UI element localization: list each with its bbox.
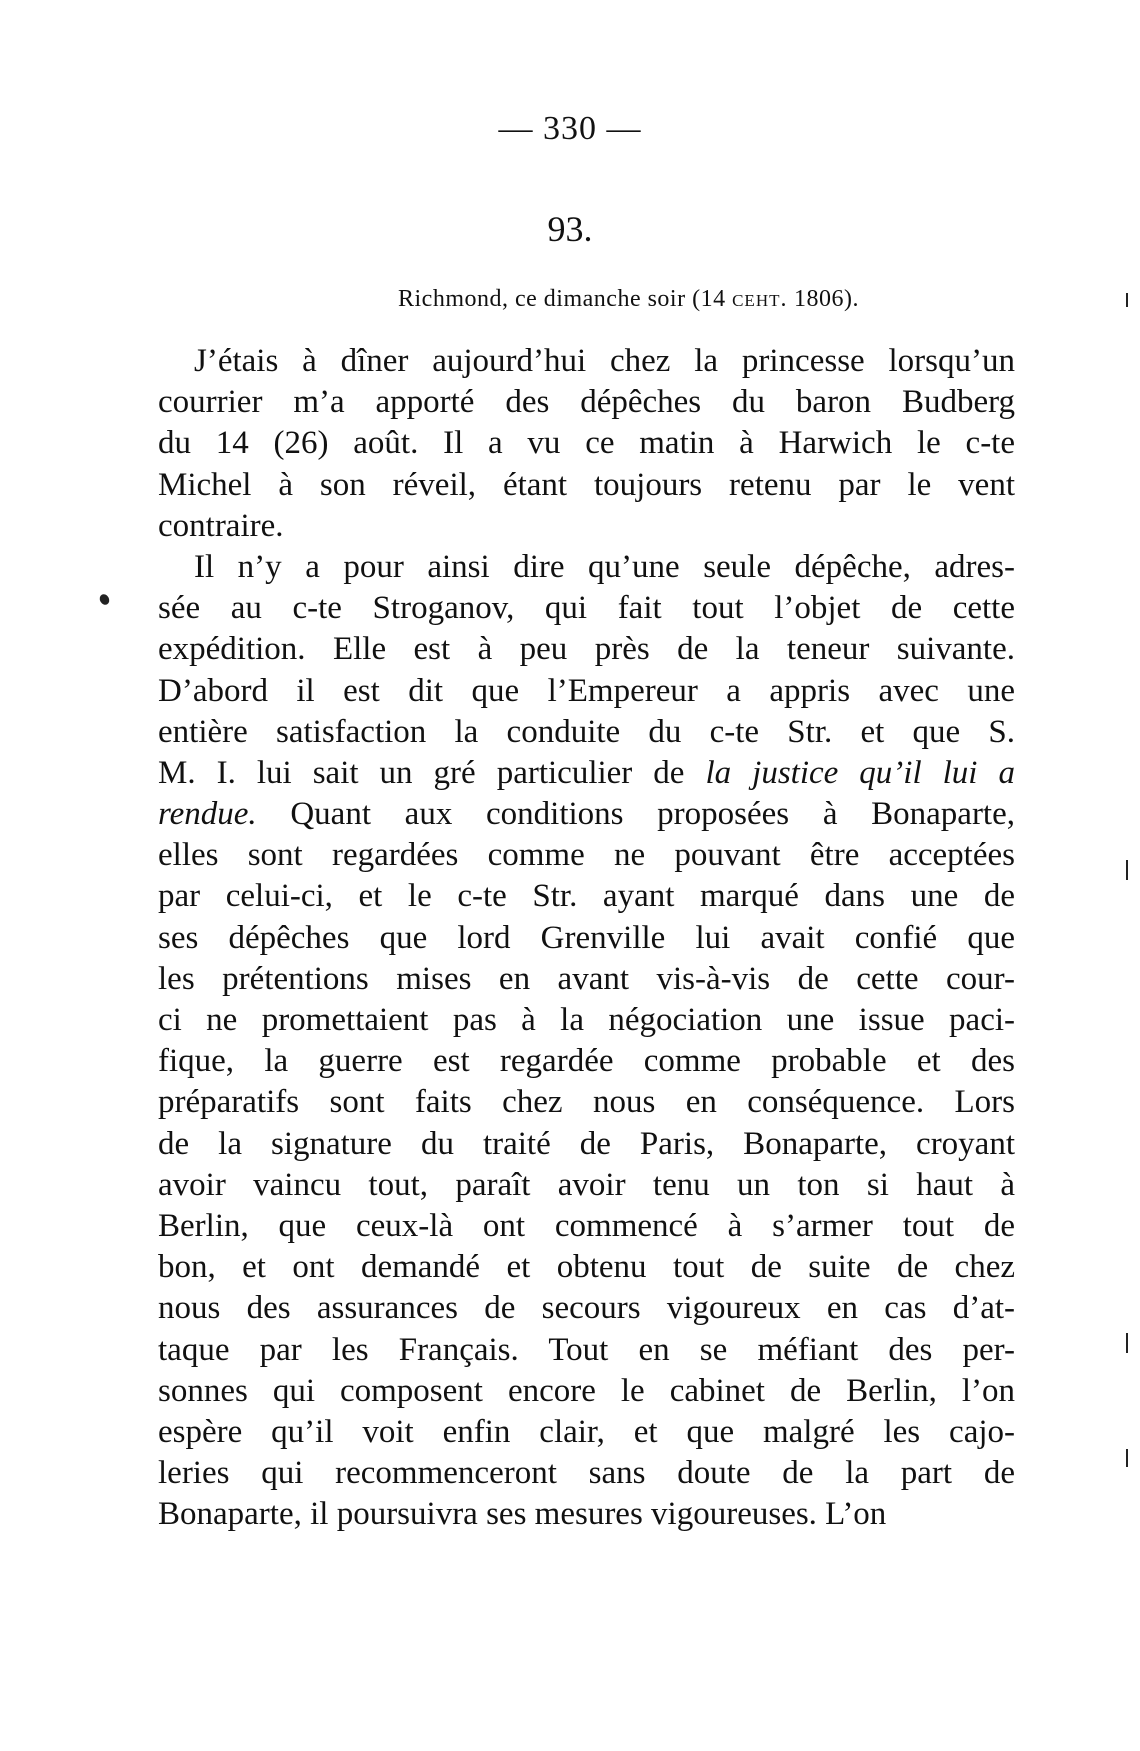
text-line: du 14 (26) août. Il a vu ce matin à Harwich le c-te [158, 425, 1015, 462]
text-line: Il n’y a pour ainsi dire qu’une seule dépêche, adres- [194, 548, 1015, 585]
dateline-place-date: Richmond, ce dimanche soir (14 [398, 286, 733, 312]
text-line: entière satisfaction la conduite du c-te Str. et que S. [158, 713, 1015, 750]
text-line: préparatifs sont faits chez nous en conséquence. Lors [158, 1084, 1015, 1121]
text-line: contraire. [158, 507, 284, 544]
text-line: ses dépêches que lord Grenville lui avait confié que [158, 919, 1015, 956]
italic-quote: la justice qu’il lui a [705, 754, 1015, 791]
text-line: elles sont regardées comme ne pouvant être acceptées [158, 837, 1015, 874]
text-line: Bonaparte, il poursuivra ses mesures vigoureuses. L’on [158, 1496, 887, 1533]
text-line: Berlin, que ceux-là ont commencé à s’armer tout de [158, 1207, 1015, 1244]
text-line: espère qu’il voit enfin clair, et que malgré les cajo- [158, 1413, 1015, 1450]
scan-speck [1126, 1449, 1128, 1467]
text-run: M. I. lui sait un gré particulier de [158, 754, 706, 791]
body-text [158, 341, 1015, 1535]
text-line: nous des assurances de secours vigoureux en cas d’at- [158, 1290, 1015, 1327]
letter-number: 93. [547, 209, 593, 249]
text-line: bon, et ont demandé et obtenu tout de suite de chez [158, 1249, 1015, 1286]
scan-speck [1126, 293, 1128, 307]
text-line: leries qui recommenceront sans doute de la part de [158, 1455, 1015, 1492]
text-line [158, 794, 1015, 835]
text-line [158, 753, 1015, 794]
text-line: de la signature du traité de Paris, Bonaparte, croyant [158, 1125, 1015, 1162]
text-line: taque par les Français. Tout en se méfiant des per- [158, 1331, 1015, 1368]
scan-speck [1126, 860, 1128, 880]
text-run: Quant aux conditions proposées à Bonaparte, [256, 796, 1015, 833]
text-line: sonnes qui composent encore le cabinet de Berlin, l’on [158, 1372, 1015, 1409]
scan-speck [1126, 1333, 1128, 1353]
text-line: expédition. Elle est à peu près de la teneur suivante. [158, 631, 1015, 668]
text-line: sée au c-te Stroganov, qui fait tout l’objet de cette [158, 590, 1015, 627]
dateline-year: 1806). [787, 286, 859, 312]
italic-quote: rendue. [158, 796, 257, 833]
text-line: les prétentions mises en avant vis-à-vis de cette cour- [158, 960, 1015, 997]
text-line: avoir vaincu tout, paraît avoir tenu un ton si haut à [158, 1166, 1015, 1203]
text-line: courrier m’a apporté des dépêches du baron Budberg [158, 384, 1015, 421]
text-line: Michel à son réveil, étant toujours retenu par le vent [158, 466, 1015, 503]
dateline-month: сент. [732, 286, 788, 312]
ink-blot [98, 592, 111, 606]
page-number: — 330 — [498, 110, 642, 147]
text-line: fique, la guerre est regardée comme probable et des [158, 1043, 1015, 1080]
dateline [398, 286, 859, 313]
text-line: J’étais à dîner aujourd’hui chez la princesse lorsqu’un [194, 343, 1015, 379]
text-line: D’abord il est dit que l’Empereur a appris avec une [158, 672, 1015, 709]
text-line: par celui-ci, et le c-te Str. ayant marqué dans une de [158, 878, 1015, 915]
text-line: ci ne promettaient pas à la négociation une issue paci- [158, 1002, 1015, 1038]
